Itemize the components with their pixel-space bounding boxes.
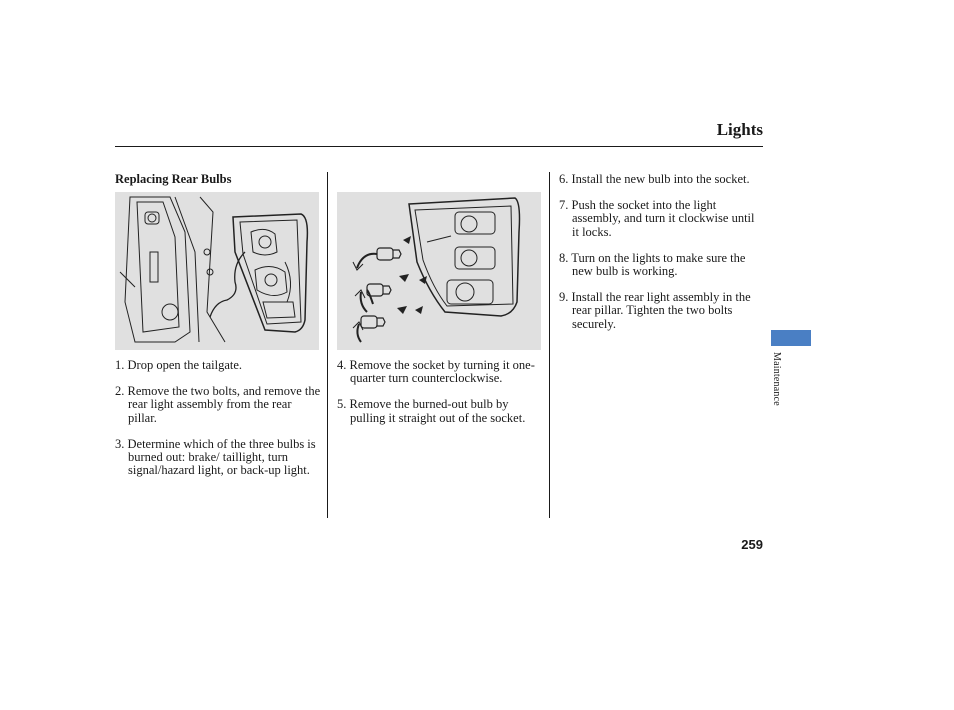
step-4: 4. Remove the socket by turning it one-quarter turn counterclockwise. — [337, 358, 535, 386]
step-1: 1. Drop open the tailgate. — [115, 358, 243, 372]
header-rule — [115, 146, 763, 147]
bulb-socket-illustration — [337, 192, 541, 350]
steps-column-3 — [559, 173, 759, 331]
step-3: 3. Determine which of the three bulbs is burned out: brake/ taillight, turn signal/hazard light, or back-up light. — [115, 436, 316, 478]
rear-pillar-drawing — [115, 192, 319, 350]
step-5: 5. Remove the burned-out bulb by pulling it straight out of the socket. — [337, 397, 526, 425]
page-number: 259 — [741, 537, 763, 552]
section-tab-marker — [771, 330, 811, 346]
socket-drawing — [337, 192, 541, 350]
steps-column-1 — [115, 359, 321, 477]
column-divider-1 — [327, 172, 328, 518]
steps-column-2 — [337, 359, 547, 425]
step-9: 9. Install the rear light assembly in the rear pillar. Tighten the two bolts securely. — [559, 290, 751, 331]
step-8: 8. Turn on the lights to make sure the new bulb is working. — [559, 250, 746, 279]
subheading: Replacing Rear Bulbs — [115, 172, 232, 186]
step-7: 7. Push the socket into the light assembly, and turn it clockwise until it locks. — [559, 198, 755, 239]
step-6: 6. Install the new bulb into the socket. — [559, 172, 750, 186]
rear-light-removal-illustration — [115, 192, 319, 350]
step-2: 2. Remove the two bolts, and remove the rear light assembly from the rear pillar. — [115, 384, 321, 425]
section-tab-label: Maintenance — [771, 352, 782, 406]
column-divider-2 — [549, 172, 550, 518]
section-title: Lights — [716, 120, 763, 139]
